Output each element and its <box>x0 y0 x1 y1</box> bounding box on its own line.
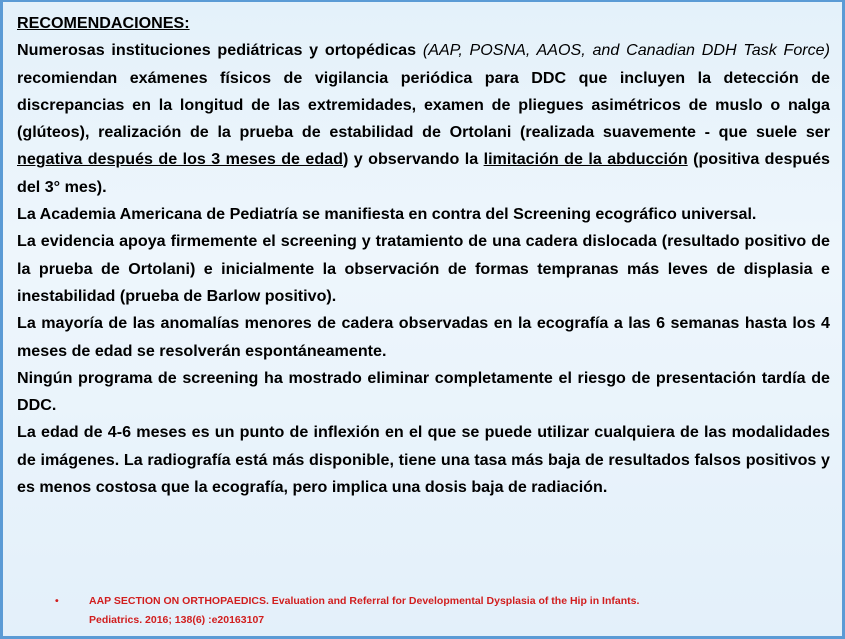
p1-text-c: ) y observando la <box>342 150 484 169</box>
abduction-limitation-note: limitación de la abducción <box>483 150 688 169</box>
ortolani-negative-note: negativa después de los 3 meses de edad <box>17 150 343 169</box>
p1-text-b: recomiendan exámenes físicos de vigilancia periódica para DDC que incluyen la detección de discrepancias en la longitud de las extremidades, examen de pliegues asimétricos de muslo o nalga (glúteos), realización de la prueba de estabilidad de Ortolani (realizada suavemente - que suele ser <box>17 68 830 142</box>
paragraph-minor-anomalies: La mayoría de las anomalías menores de cadera observadas en la ecografía a las 6 semanas hasta los 4 meses de edad se resolverán espontáneamente. <box>17 314 830 360</box>
paragraph-surveillance <box>17 37 830 201</box>
paragraph-screening-risk: Ningún programa de screening ha mostrado eliminar completamente el riesgo de presentación tardía de DDC. <box>17 368 830 415</box>
slide-body <box>17 10 830 501</box>
p1-text-a: Numerosas instituciones pediátricas y ortopédicas <box>17 41 423 60</box>
paragraph-aap-position: La Academia Americana de Pediatría se manifiesta en contra del Screening ecográfico universal. <box>17 205 757 224</box>
p1-text-d: (positiva después del 3° mes). <box>17 150 830 196</box>
slide <box>3 2 842 636</box>
reference-line-1: AAP SECTION ON ORTHOPAEDICS. Evaluation and Referral for Developmental Dysplasia of the Hip in Infants. <box>89 595 640 607</box>
reference-citation <box>89 592 789 630</box>
reference-line-2: Pediatrics. 2016; 138(6) :e20163107 <box>89 614 265 626</box>
paragraph-imaging-age: La edad de 4-6 meses es un punto de inflexión en el que se puede utilizar cualquiera de las modalidades de imágenes. La radiografía está más disponible, tiene una tasa más baja de resultados falsos positivos y es menos costosa que la ecografía, pero implica una dosis baja de radiación. <box>17 423 830 497</box>
paragraph-evidence: La evidencia apoya firmemente el screening y tratamiento de una cadera dislocada (resultado positivo de la prueba de Ortolani) e inicialmente la observación de formas tempranas más leves de displasia e inestabilidad (prueba de Barlow positivo). <box>17 232 830 305</box>
institutions-list: (AAP, POSNA, AAOS, and Canadian DDH Task Force) <box>422 41 830 60</box>
bullet-icon: • <box>55 595 59 607</box>
page-title: RECOMENDACIONES: <box>17 14 190 32</box>
